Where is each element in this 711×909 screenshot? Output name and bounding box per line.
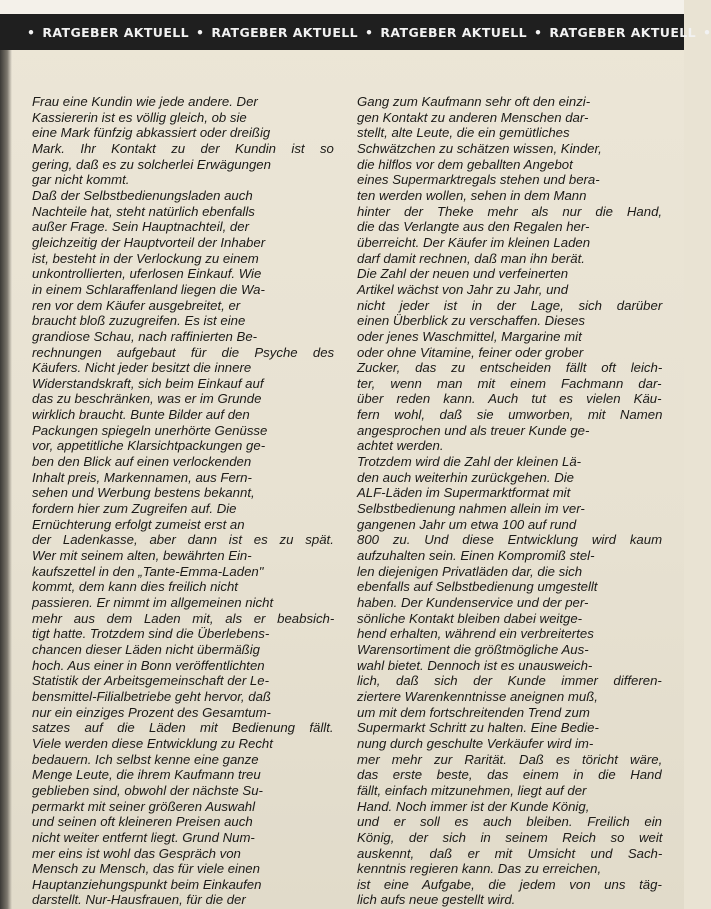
banner-bullet: • [534, 24, 543, 40]
text-line: und er soll es auch bleiben. Freilich ein [357, 814, 662, 830]
text-line: gangenen Jahr um etwa 100 auf rund [357, 516, 577, 532]
banner-label: RATGEBER AKTUELL [549, 24, 696, 40]
text-line: Artikel wächst von Jahr zu Jahr, und [357, 281, 569, 297]
text-line: Inhalt preis, Markennamen, aus Fern- [32, 469, 252, 485]
text-line: fällt, einfach mitzunehmen, liegt auf der [357, 782, 587, 798]
text-line: Daß der Selbstbedienungsladen auch [32, 187, 253, 203]
text-line: Die Zahl der neuen und verfeinerten [357, 266, 569, 282]
text-line: aufzuhalten sein. Einen Kompromiß stel- [357, 548, 595, 564]
text-line: nicht weiter entfernt liegt. Grund Num- [32, 829, 255, 845]
text-line: Ernüchterung erfolgt zumeist erst an [32, 516, 245, 532]
text-line: Selbstbedienung nahmen allein im ver- [357, 501, 585, 517]
text-line: stellt, alte Leute, die ein gemütliches [357, 125, 570, 141]
text-line: auskennt, daß er mit Umsicht und Sach- [357, 845, 663, 861]
text-line: gen Kontakt zu anderen Menschen dar- [357, 109, 589, 125]
text-line: König, der sich in seinem Reich so weit [357, 829, 663, 845]
text-line: ebenfalls auf Selbstbedienung umgestellt [357, 579, 598, 595]
text-line: rechnungen aufgebaut für die Psyche des [32, 344, 335, 360]
text-line: vor, appetitliche Klarsichtpackungen ge- [32, 438, 266, 454]
text-line: Hand. Noch immer ist der Kunde König, [357, 798, 590, 814]
text-line: oder jenes Waschmittel, Margarine mit [357, 328, 582, 344]
text-line: mehr aus dem Laden mit, als er beabsich- [32, 610, 335, 626]
text-line: sehen und Werbung bestens bekannt, [32, 485, 255, 501]
text-line: Zucker, das zu entscheiden fällt oft leich- [357, 360, 663, 376]
text-line: hend erhalten, während ein verbreitertes [357, 626, 594, 642]
text-line: Warensortiment die größtmögliche Aus- [357, 641, 589, 657]
text-line: nicht jeder ist in der Lage, sich darüber [357, 297, 663, 313]
text-line: len diejenigen Privatläden dar, die sich [357, 563, 583, 579]
text-line: permarkt mit seiner größeren Auswahl [32, 798, 256, 814]
text-line: nung durch geschulte Verkäufer wird im- [357, 735, 594, 751]
text-line: Supermarkt Schritt zu halten. Eine Bedie- [357, 720, 599, 736]
text-line: das erste beste, das einem in die Hand [357, 767, 662, 783]
text-line: braucht bloß zuzugreifen. Es ist eine [32, 313, 246, 329]
text-line: über reden kann. Auch tut es vielen Käu- [357, 391, 662, 407]
banner-label: RATGEBER AKTUELL [42, 24, 189, 40]
text-line: 800 zu. Und diese Entwicklung wird kaum [357, 532, 663, 548]
text-line: Menge Leute, die ihrem Kaufmann treu [32, 767, 261, 783]
text-line: kommt, dem kann dies freilich nicht [32, 579, 238, 595]
text-line: die das Verlangte aus den Regalen her- [357, 219, 590, 235]
text-line: außer Frage. Sein Hauptnachteil, der [32, 219, 249, 235]
text-line: ist, besteht in der Verlockung zu einem [32, 250, 259, 266]
text-line: passieren. Er nimmt im allgemeinen nicht [32, 595, 274, 610]
text-line: ziertere Warenkenntnisse aneignen muß, [357, 688, 598, 704]
page-binding-shadow [0, 14, 12, 909]
text-line: kaufszettel in den „Tante-Emma-Laden" [32, 563, 264, 579]
text-line: satzes auf die Läden mit Bedienung fällt. [32, 720, 334, 736]
page-top-margin [0, 0, 684, 14]
text-line: achtet werden. [357, 438, 444, 454]
text-line: haben. Der Kundenservice und der per- [357, 595, 589, 610]
text-line: lich, daß sich der Kunde immer differen- [357, 673, 662, 689]
text-line: Wer mit seinem alten, bewährten Ein- [32, 548, 252, 564]
banner-label: RATGEBER AKTUELL [211, 24, 358, 40]
text-line: Trotzdem wird die Zahl der kleinen Lä- [357, 454, 582, 470]
banner-bullet: • [27, 24, 36, 40]
text-line: ten werden wollen, sehen in dem Mann [357, 187, 587, 203]
text-line: geblieben sind, obwohl der nächste Su- [32, 782, 263, 798]
text-line: Nachteile hat, steht natürlich ebenfalls [32, 203, 255, 219]
banner-label: RATGEBER AKTUELL [380, 24, 527, 40]
text-line: in einem Schlaraffenland liegen die Wa- [32, 281, 265, 297]
text-line: Mark. Ihr Kontakt zu der Kundin ist so [32, 140, 334, 156]
text-line: Käufers. Nicht jeder besitzt die innere [32, 360, 252, 376]
text-line: Kassiererin ist es völlig gleich, ob sie [32, 109, 247, 125]
text-line: bedauern. Ich selbst kenne eine ganze [32, 751, 259, 767]
text-line: ALF-Läden im Supermarktformat mit [357, 485, 571, 501]
text-line: gering, daß es zu solcherlei Erwägungen [32, 156, 271, 172]
text-line: unkontrollierten, uferlosen Einkauf. Wie [32, 266, 262, 282]
text-line: lich aufs neue gestellt wird. [357, 892, 516, 908]
text-line: Gang zum Kaufmann sehr oft den einzi- [357, 94, 591, 109]
text-line: chancen dieser Läden nicht übermäßig [32, 641, 260, 657]
article-column-right [357, 94, 662, 908]
text-line: sönliche Kontakt bleiben dabei weitge- [357, 610, 583, 626]
text-line: der Ladenkasse, aber dann ist es zu spät. [32, 532, 334, 548]
text-line: darf damit rechnen, daß man ihn berät. [357, 250, 585, 266]
text-line: Widerstandskraft, sich beim Einkauf auf [32, 375, 264, 391]
text-line: die hilflos vor dem geballten Angebot [357, 156, 573, 172]
text-line: ren vor dem Käufer ausgebreitet, er [32, 297, 241, 313]
text-line: Schwätzchen zu schätzen wissen, Kinder, [357, 140, 602, 156]
text-line: wirklich braucht. Bunte Bilder auf den [32, 407, 250, 423]
text-line: fern wohl, daß sie umworben, mit Namen [357, 407, 663, 423]
text-line: ter, wenn man mit einem Fachmann dar- [357, 375, 662, 391]
text-line: gleichzeitig der Hauptvorteil der Inhaber [32, 234, 266, 250]
text-line: angesprochen und als treuer Kunde ge- [357, 422, 590, 438]
text-line: ist eine Aufgabe, die jedem von uns täg- [357, 876, 662, 892]
text-line: eine Mark fünfzig abkassiert oder dreißig [32, 125, 271, 141]
text-line: Frau eine Kundin wie jede andere. Der [32, 94, 258, 109]
banner-bullet: • [365, 24, 374, 40]
text-line: Mensch zu Mensch, das für viele einen [32, 861, 260, 877]
text-line: nur ein einziges Prozent des Gesamtum- [32, 704, 271, 720]
text-line: einen Überblick zu verschaffen. Dieses [357, 313, 585, 329]
article-column-left [32, 94, 334, 908]
text-line: um mit dem fortschreitenden Trend zum [357, 704, 590, 720]
text-line: überreicht. Der Käufer im kleinen Laden [357, 234, 591, 250]
text-line: Viele werden diese Entwicklung zu Recht [32, 735, 273, 751]
text-line: oder ohne Vitamine, feiner oder grober [357, 344, 584, 360]
text-line: mer eins ist wohl das Gespräch von [32, 845, 241, 861]
banner-bullet: • [196, 24, 205, 40]
text-line: eines Supermarktregals stehen und bera- [357, 172, 600, 188]
text-line: fordern hier zum Zugreifen auf. Die [32, 501, 237, 517]
text-line: ben den Blick auf einen verlockenden [32, 454, 252, 470]
text-line: tigt hatte. Trotzdem sind die Überlebens- [32, 626, 270, 642]
banner-bullet: • [703, 24, 711, 40]
text-line: Packungen spiegeln unerhörte Genüsse [32, 422, 268, 438]
text-line: das zu beschränken, was er im Grunde [32, 391, 262, 407]
text-line: den auch weiterhin zurückgehen. Die [357, 469, 574, 485]
text-line: hoch. Aus einer in Bonn veröffentlichten [32, 657, 265, 673]
text-line: kenntnis regieren kann. Das zu erreichen, [357, 861, 602, 877]
text-line: darstellt. Nur-Hausfrauen, für die der [32, 892, 246, 908]
text-line: grandiose Schau, nach raffinierten Be- [32, 328, 258, 344]
text-line: und seinen oft kleineren Preisen auch [32, 814, 253, 830]
text-line: Hauptanziehungspunkt beim Einkaufen [32, 876, 262, 892]
text-line: bensmittel-Filialbetriebe geht hervor, daß [32, 688, 271, 704]
text-line: wahl bietet. Dennoch ist es unausweich- [357, 657, 593, 673]
text-line: mer mehr zur Rarität. Daß es töricht wäre, [357, 751, 663, 767]
text-line: hinter der Theke mehr als nur die Hand, [357, 203, 663, 219]
text-line: gar nicht kommt. [32, 172, 130, 188]
section-banner [0, 14, 711, 50]
text-line: Statistik der Arbeitsgemeinschaft der Le- [32, 673, 269, 689]
